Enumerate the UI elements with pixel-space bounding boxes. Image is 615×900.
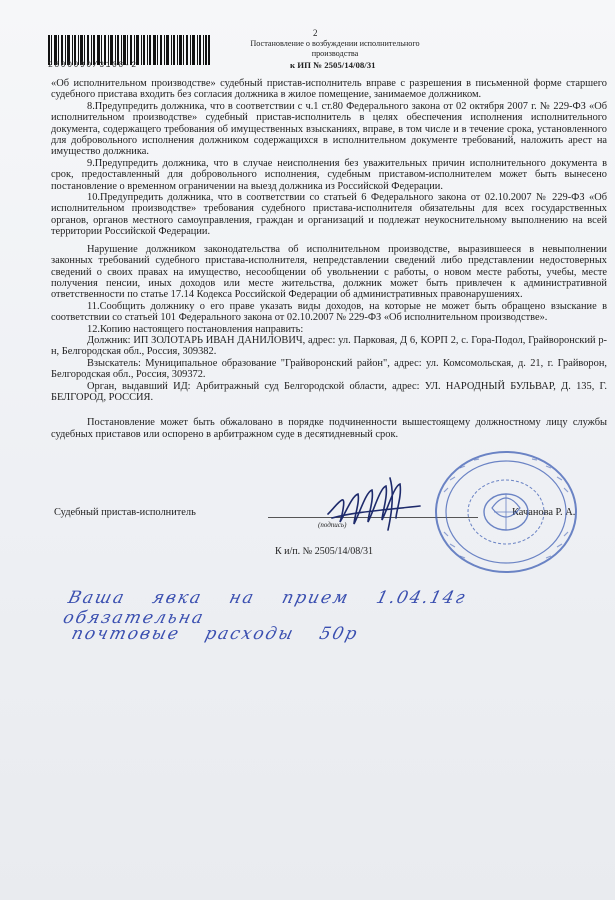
ip-number: к ИП № 2505/14/08/31 <box>290 60 376 70</box>
issuing-body-line: Орган, выдавший ИД: Арбитражный суд Белгородской области, адрес: УЛ. НАРОДНЫЙ БУЛЬВАР, Д. 135, Г. БЕЛГОРОД, РОССИЯ. <box>51 380 607 403</box>
signer-name: Качанова Р. А. <box>512 507 576 518</box>
handwritten-note-line-2: почтовые расходы 50р <box>69 624 361 644</box>
handwritten-signature <box>324 472 424 534</box>
official-seal <box>432 448 580 576</box>
paragraph-8: 8.Предупредить должника, что в соответствии с ч.1 ст.80 Федерального закона от 02 октября 2007 г. № 229-ФЗ «Об исполнительном производстве» судебный пристав-исполнитель в целях обеспечения исполнения исполнительного документа, содержащего требования об имущественных взысканиях, вправе, в том числе и в течение срока, установленного для добровольного исполнения должником содержащихся в исполнительном документе требований, наложить арест на имущество должника. <box>51 100 607 158</box>
paragraph-9: 9.Предупредить должника, что в случае неисполнения без уважительных причин исполнительного документа в срок, предоставленный для добровольного исполнения, судебным приставом-исполнителем может быть вынесено постановление о временном ограничении на выезд должника из Российской Федерации. <box>51 157 607 192</box>
paragraph-intro: «Об исполнительном производстве» судебный пристав-исполнитель вправе с разрешения в письменной форме старшего судебного пристава входить без согласия должника в жилое помещение, занимаемое должником. <box>51 78 607 101</box>
paragraph-10: 10.Предупредить должника, что в соответствии со статьей 6 Федерального закона от 02.10.2007 № 229-ФЗ «Об исполнительном производстве» требования судебного пристава-исполнителя обязательны для всех государственных органов, органов местного самоуправления, граждан и организаций и подлежат неукоснительному выполнению на всей территории Российской Федерации. <box>51 192 607 238</box>
barcode-number: 2800090/3108-2 <box>48 61 138 70</box>
page-number: 2 <box>313 28 318 38</box>
signature-sublabel: (подпись) <box>318 521 347 529</box>
signer-role: Судебный пристав-исполнитель <box>54 507 196 518</box>
paragraph-12: 12.Копию настоящего постановления направить: <box>87 323 304 335</box>
document-title: Постановление о возбуждении исполнительного производства <box>250 39 420 58</box>
document-body <box>51 78 607 440</box>
handwritten-note-line-1: Ваша явка на прием 1.04.14г обязательна <box>61 588 469 628</box>
debtor-line: Должник: ИП ЗОЛОТАРЬ ИВАН ДАНИЛОВИЧ, адрес: ул. Парковая, Д 6, КОРП 2, с. Гора-Подол, Грайворонский р-н, Белгородская обл., Россия, 309382. <box>51 334 607 358</box>
paragraph-violation: Нарушение должником законодательства об исполнительном производстве, выразившееся в невыполнении законных требований судебного пристава-исполнителя, непредставлении сведений либо представлении недостоверных сведений о своих правах на имущество, несообщении об увольнении с работы, о новом месте работы, учебы, месте получения пенсии, иных доходов или месте жительства, должник может быть привлечен к административной ответственности по статье 17.14 Кодекса Российской Федерации об административных правонарушениях. <box>51 243 607 301</box>
ip-reference: К и/п. № 2505/14/08/31 <box>275 546 374 557</box>
appeal-notice: Постановление может быть обжаловано в порядке подчиненности вышестоящему должностному лицу службы судебных приставов или оспорено в арбитражном суде в десятидневный срок. <box>51 417 607 440</box>
claimant-line: Взыскатель: Муниципальное образование "Грайворонский район", адрес: ул. Комсомольская, д. 21, г. Грайворон, Белгородская обл., Россия, 309372. <box>51 357 607 381</box>
paragraph-11: 11.Сообщить должнику о его праве указать виды доходов, на которые не может быть обращено взыскание в соответствии со статьей 101 Федерального закона от 02.10.2007 № 229-ФЗ «Об исполнительном производстве». <box>51 300 607 324</box>
